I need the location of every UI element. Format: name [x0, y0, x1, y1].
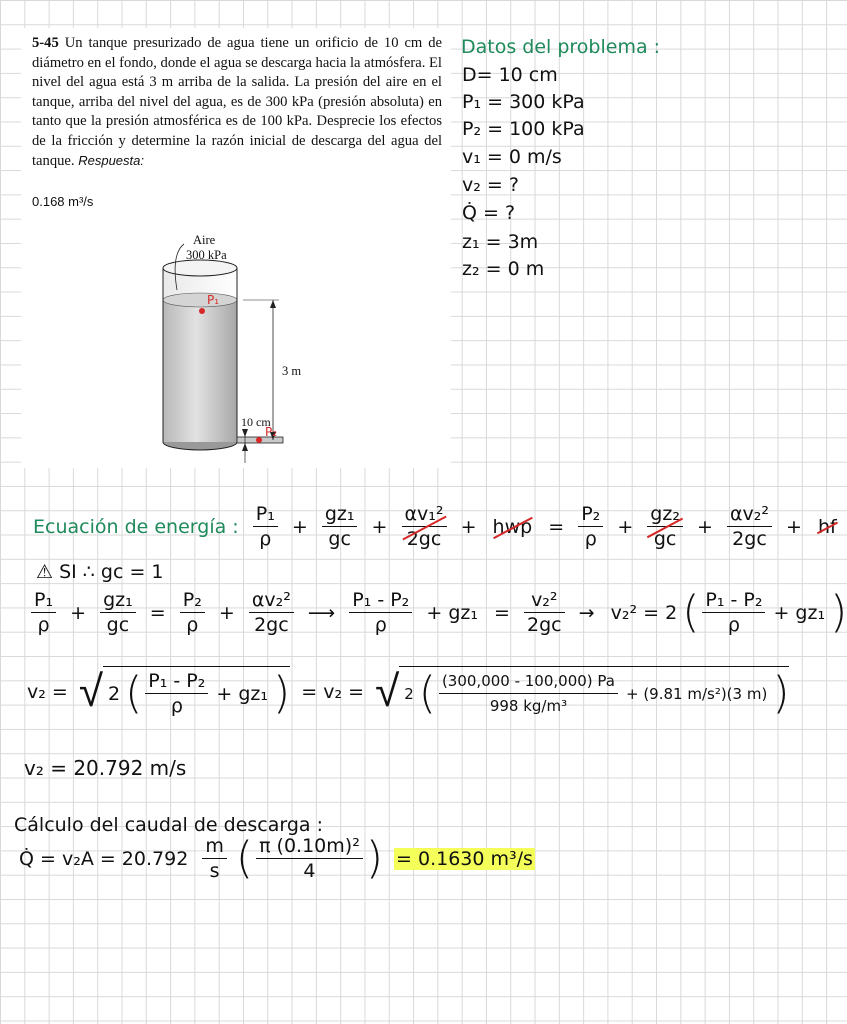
data-title: Datos del problema :	[461, 36, 661, 58]
point-p2-label: P₂	[265, 425, 278, 439]
arrow-icon: →	[578, 601, 595, 624]
si-label: SI ∴ gc = 1	[59, 561, 164, 583]
data-z1: z₁ = 3m	[462, 231, 539, 253]
problem-card	[21, 28, 451, 468]
data-z2: z₂ = 0 m	[462, 258, 545, 280]
hf-term: hf	[818, 515, 837, 538]
data-q: Q̇ = ?	[462, 202, 516, 224]
discharge-result: = 0.1630 m³/s	[396, 847, 533, 870]
frac-av2-2gc: $\frac{\text{αv₂²}}{2gc}$	[727, 502, 772, 551]
data-diameter: D= 10 cm	[462, 64, 558, 86]
si-note	[36, 561, 164, 583]
height-label: 3 m	[282, 364, 302, 378]
frac-av1-2gc: $\frac{\text{αv₁²}}{2gc}$	[402, 502, 447, 551]
discharge-equation: Q̇ = v₂A = 20.792 $\frac{m}{s}$ ( $\frac{\text{π (0.10m)²}}{4}$ ) = 0.1630 m³/s	[19, 832, 533, 884]
tank-bottom	[163, 442, 237, 450]
data-v2: v₂ = ?	[462, 174, 519, 196]
water-surface	[163, 293, 237, 307]
warning-icon: ⚠	[36, 561, 54, 583]
data-v1: v₁ = 0 m/s	[462, 146, 562, 168]
simplified-equation: $\frac{\text{P₁}}{\rho}$ + $\frac{\text{gz₁}}{gc}$ = $\frac{\text{P₂}}{\rho}$ + $\frac{\text{αv₂²}}{2gc}$ ⟶ $\frac{\text{P₁ - P₂}}{\rho}$ + gz₁ = $\frac{\text{v₂²}}{2gc}$ → v₂² = 2 ( $\frac{\text{P₁ - P₂}}{\rho}$ + gz₁ )	[28, 588, 847, 637]
problem-number: 5-45	[32, 35, 59, 51]
tank-water	[163, 300, 237, 442]
tank-top	[163, 260, 237, 276]
air-label: Aire	[193, 233, 216, 247]
root-expression: v₂ = √ 2 ( $\frac{\text{P₁ - P₂}}{\rho}$ + gz₁ ) = v₂ = √ 2 ( $\frac{(300,000 - 100,000) Pa}{\text{998 kg/m³}}$ + (9.81 m/s²)(3 m) )	[27, 666, 790, 719]
frac-gz1-gc: $\frac{\text{gz₁}}{gc}$	[322, 502, 358, 551]
problem-body: Un tanque presurizado de agua tiene un orificio de 10 cm de diámetro en el fondo, donde el agua se descarga hacia la atmósfera. El nivel del agua está 3 m arriba de la salida. La presión del aire en el tanque, arriba del nivel del agua, es de 300 kPa (presión absoluta) en tanto que la presión atmosférica es de 100 kPa. Desprecie los efectos de la fricción y determine la razón inicial de descarga del agua del tanque.	[32, 35, 442, 169]
point-p1	[199, 308, 205, 314]
orifice-label: 10 cm	[241, 415, 271, 429]
data-p1: P₁ = 300 kPa	[462, 91, 585, 113]
air-pressure-label: 300 kPa	[186, 248, 227, 262]
answer-value: 0.168 m³/s	[32, 194, 94, 209]
frac-p2-rho: $\frac{\text{P₂}}{\rho}$	[578, 502, 603, 551]
v2-result: v₂ = 20.792 m/s	[24, 756, 187, 780]
point-p2	[256, 437, 262, 443]
frac-p1-rho: $\frac{\text{P₁}}{\rho}$	[253, 502, 278, 551]
hwp-term: hwp	[492, 515, 533, 538]
discharge-label: Cálculo del caudal de descarga :	[14, 814, 323, 836]
answer-label: Respuesta:	[78, 153, 144, 168]
tank-figure	[21, 28, 451, 468]
energy-equation: Ecuación de energía : $\frac{\text{P₁}}{\rho}$ + $\frac{\text{gz₁}}{gc}$ + $\frac{\text{αv₁²}}{2gc}$ + hwp = $\frac{\text{P₂}}{\rho}$ + $\frac{\text{gz₂}}{gc}$ + $\frac{\text{αv₂²}}{2gc}$ + hf	[33, 503, 837, 550]
point-p1-label: P₁	[207, 293, 220, 307]
energy-label: Ecuación de energía :	[33, 515, 239, 538]
frac-gz2-gc: $\frac{\text{gz₂}}{gc}$	[647, 502, 683, 551]
arrow-icon: ⟶	[307, 601, 336, 624]
data-p2: P₂ = 100 kPa	[462, 118, 585, 140]
